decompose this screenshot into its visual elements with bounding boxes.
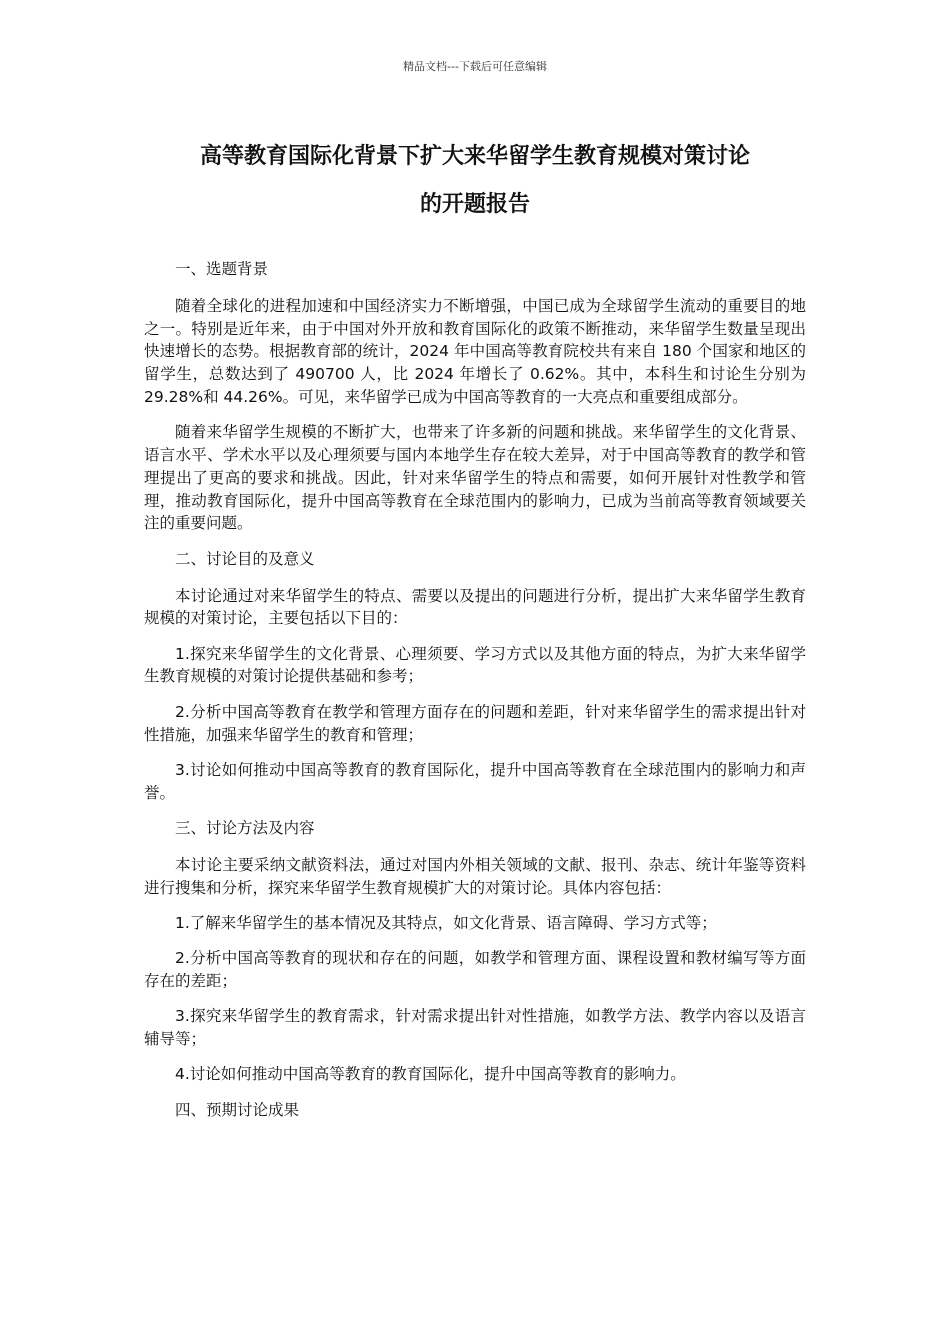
list-item-methods-3: 3.探究来华留学生的教育需求，针对需求提出针对性措施，如教学方法、教学内容以及语言辅导等； bbox=[144, 1007, 806, 1049]
paragraph-purpose-intro: 本讨论通过对来华留学生的特点、需要以及提出的问题进行分析，提出扩大来华留学生教育规模的对策讨论，主要包括以下目的： bbox=[144, 586, 806, 628]
section-heading-outcomes: 四、预期讨论成果 bbox=[175, 1100, 300, 1119]
list-item-methods-2: 2.分析中国高等教育的现状和存在的问题，如教学和管理方面、课程设置和教材编写等方面存在的差距； bbox=[144, 949, 806, 990]
document-title bbox=[120, 133, 830, 229]
list-item-methods-1: 1.了解来华留学生的基本情况及其特点，如文化背景、语言障碍、学习方式等； bbox=[175, 913, 717, 932]
paragraph-background-1: 随着全球化的进程加速和中国经济实力不断增强，中国已成为全球留学生流动的重要目的地之一。特别是近年来，由于中国对外开放和教育国际化的政策不断推动，来华留学生数量呈现出快速增长的态势。根据教育部的统计，2024 年中国高等教育院校共有来自 180 个国家和地区的留学生，总数达到了 490700 人，比 2024 年增长了 0.62%。其中，本科生和讨论生分别为 29.28%和 44.26%。可见，来华留学已成为中国高等教育的一大亮点和重要组成部分。 bbox=[144, 296, 806, 406]
paragraph-methods-intro: 本讨论主要采纳文献资料法，通过对国内外相关领域的文献、报刊、杂志、统计年鉴等资料进行搜集和分析，探究来华留学生教育规模扩大的对策讨论。具体内容包括： bbox=[144, 855, 806, 897]
list-item-methods-4: 4.讨论如何推动中国高等教育的教育国际化，提升中国高等教育的影响力。 bbox=[175, 1065, 686, 1084]
page-header: 精品文档---下载后可任意编辑 bbox=[403, 60, 547, 73]
document-body bbox=[144, 258, 806, 1135]
paragraph-background-2: 随着来华留学生规模的不断扩大，也带来了许多新的问题和挑战。来华留学生的文化背景、语言水平、学术水平以及心理须要与国内本地学生存在较大差异，对于中国高等教育的教学和管理提出了更高的要求和挑战。因此，针对来华留学生的特点和需要，如何开展针对性教学和管理，推动教育国际化，提升中国高等教育在全球范围内的影响力，已成为当前高等教育领域要关注的重要问题。 bbox=[144, 423, 806, 533]
section-heading-methods: 三、讨论方法及内容 bbox=[175, 818, 315, 837]
title-line-2: 的开题报告 bbox=[419, 192, 530, 217]
list-item-purpose-1: 1.探究来华留学生的文化背景、心理须要、学习方式以及其他方面的特点，为扩大来华留学生教育规模的对策讨论提供基础和参考； bbox=[144, 644, 806, 686]
section-heading-background: 一、选题背景 bbox=[175, 260, 269, 278]
list-item-purpose-3: 3.讨论如何推动中国高等教育的教育国际化，提升中国高等教育在全球范围内的影响力和声誉。 bbox=[144, 760, 806, 802]
list-item-purpose-2: 2.分析中国高等教育在教学和管理方面存在的问题和差距，针对来华留学生的需求提出针对性措施，加强来华留学生的教育和管理； bbox=[144, 702, 806, 744]
title-line-1: 高等教育国际化背景下扩大来华留学生教育规模对策讨论 bbox=[199, 144, 750, 169]
section-heading-purpose: 二、讨论目的及意义 bbox=[175, 549, 315, 568]
